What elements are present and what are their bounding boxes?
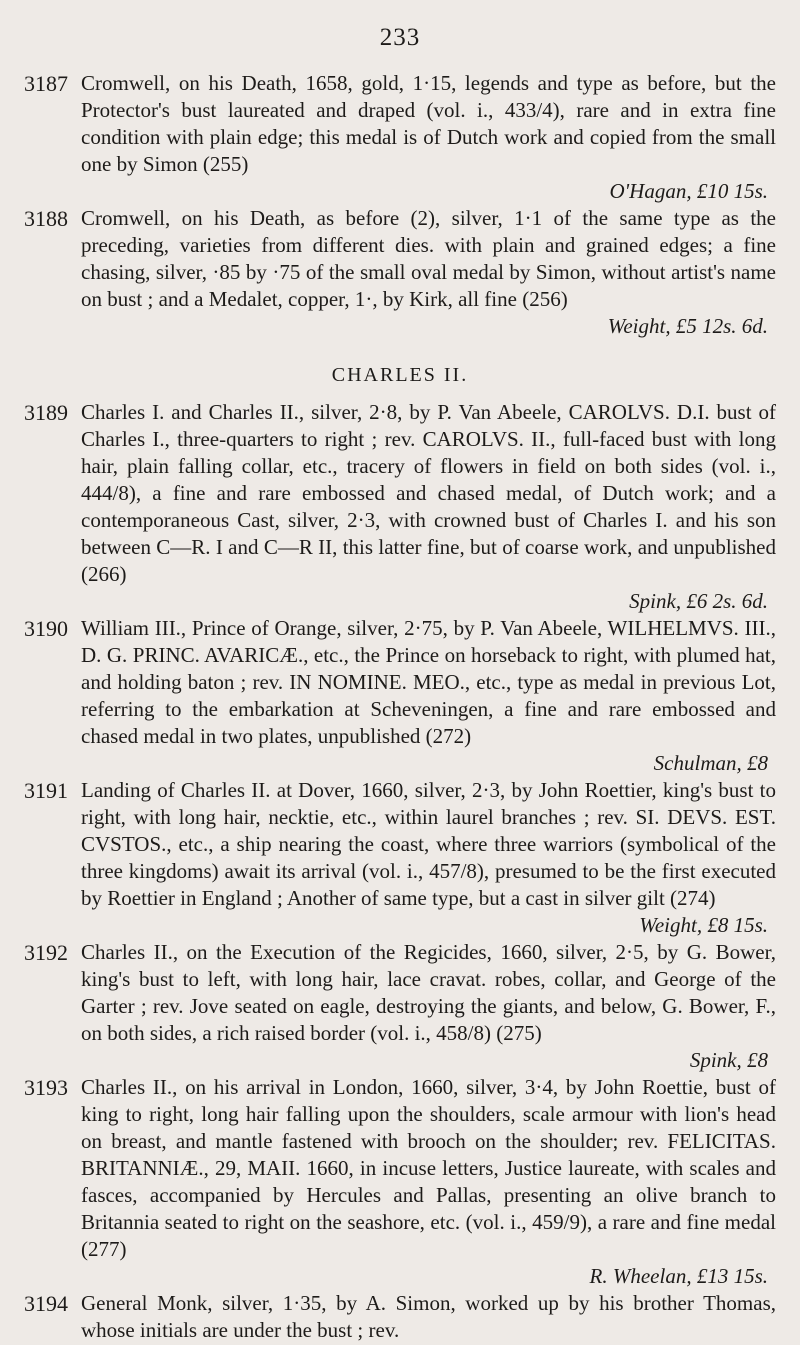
lot-description: Cromwell, on his Death, as before (2), silver, 1·1 of the same type as the preceding, varieties from different dies. with plain and grained edges; a fine chasing, silver, ·85 by ·75 of the small oval medal by Simon, without artist's name on bust ; and a Medalet, copper, 1·, by Kirk, all fine (256) (81, 206, 776, 311)
lot-entry (24, 205, 776, 340)
lot-number: 3191 (24, 778, 68, 803)
lot-number: 3187 (24, 71, 68, 96)
lot-entry (24, 615, 776, 777)
lot-buyer-price: Spink, £6 2s. 6d. (629, 589, 768, 613)
lot-list (24, 70, 776, 1344)
lot-number: 3192 (24, 940, 68, 965)
lot-description: William III., Prince of Orange, silver, 2·75, by P. Van Abeele, WILHELMVS. III., D. G. PRINC. AVARICÆ., etc., the Prince on horseback to right, with plumed hat, and holding baton ; rev. IN NOMINE. MEO., etc., type as medal in previous Lot, referring to the embarkation at Scheveningen, a fine and rare embossed and chased medal in two plates, unpublished (272) (81, 616, 776, 748)
lot-description: Landing of Charles II. at Dover, 1660, silver, 2·3, by John Roettier, king's bust to right, with long hair, necktie, etc., within laurel branches ; rev. SI. DEVS. EST. CVSTOS., etc., a ship nearing the coast, where three warriors (symbolical of the three kingdoms) await its arrival (vol. i., 457/8), presumed to be the first executed by Roettier in England ; Another of same type, but a cast in silver gilt (274) (81, 778, 776, 910)
lot-description: Cromwell, on his Death, 1658, gold, 1·15, legends and type as before, but the Protector's bust laureated and draped (vol. i., 433/4), rare and in extra fine condition with plain edge; this medal is of Dutch work and copied from the small one by Simon (255) (81, 71, 776, 176)
lot-description: Charles II., on the Execution of the Regicides, 1660, silver, 2·5, by G. Bower, king's bust to left, with long hair, lace cravat. robes, collar, and George of the Garter ; rev. Jove seated on eagle, destroying the giants, and below, G. Bower, F., on both sides, a rich raised border (vol. i., 458/8) (275) (81, 940, 776, 1045)
lot-buyer-price: Weight, £5 12s. 6d. (607, 314, 768, 338)
lot-description: Charles I. and Charles II., silver, 2·8, by P. Van Abeele, CAROLVS. D.I. bust of Charles I., three-quarters to right ; rev. CAROLVS. II., full-faced bust with long hair, plain falling collar, etc., tracery of flowers in field on both sides (vol. i., 444/8), a fine and rare embossed and chased medal, of Dutch work; and a contemporaneous Cast, silver, 2·3, with crowned bust of Charles I. and his son between C—R. I and C—R II, this latter fine, but of coarse work, and unpublished (266) (81, 400, 776, 586)
lot-buyer-price: O'Hagan, £10 15s. (609, 179, 768, 203)
lot-buyer-price: Weight, £8 15s. (639, 913, 768, 937)
lot-number: 3188 (24, 206, 68, 231)
lot-number: 3189 (24, 400, 68, 425)
lot-entry (24, 70, 776, 205)
page-number: 233 (379, 24, 421, 51)
lot-buyer-price: R. Wheelan, £13 15s. (589, 1264, 768, 1288)
section-title: CHARLES II. (331, 364, 469, 386)
lot-description: General Monk, silver, 1·35, by A. Simon, worked up by his brother Thomas, whose initials are under the bust ; rev. (81, 1291, 776, 1342)
lot-number: 3194 (24, 1291, 68, 1316)
lot-buyer-price: Schulman, £8 (653, 751, 768, 775)
lot-entry (24, 1074, 776, 1290)
lot-entry (24, 777, 776, 939)
lot-number: 3193 (24, 1075, 68, 1100)
lot-number: 3190 (24, 616, 68, 641)
lot-entry (24, 1290, 776, 1344)
lot-entry (24, 399, 776, 615)
lot-buyer-price: Spink, £8 (689, 1048, 768, 1072)
lot-entry (24, 939, 776, 1074)
lot-description: Charles II., on his arrival in London, 1660, silver, 3·4, by John Roettie, bust of king to right, long hair falling upon the shoulders, scale armour with lion's head on breast, and mantle fastened with brooch on the shoulder; rev. FELICITAS. BRITANNIÆ., 29, MAII. 1660, in incuse letters, Justice laureate, with scales and fasces, accompanied by Hercules and Pallas, presenting an olive branch to Britannia seated to right on the seashore, etc. (vol. i., 459/9), a rare and fine medal (277) (81, 1075, 776, 1261)
